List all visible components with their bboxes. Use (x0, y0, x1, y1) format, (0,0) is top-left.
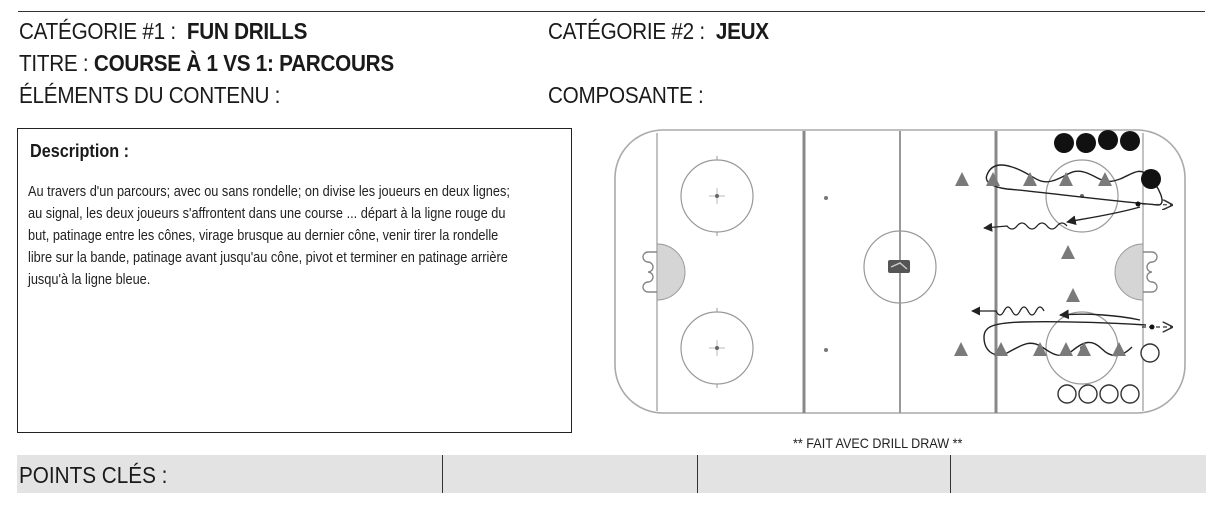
description-line: au signal, les deux joueurs s'affrontent dans une course ... départ à la ligne rouge du (28, 206, 506, 222)
player-light (1141, 344, 1159, 362)
drill-draw-credit: ** FAIT AVEC DRILL DRAW ** (793, 435, 963, 451)
faceoff-dot (824, 348, 828, 352)
category2 (548, 20, 769, 43)
column-divider (442, 455, 443, 493)
player-dark (1076, 133, 1096, 153)
content-elements-label: ÉLÉMENTS DU CONTENU : (19, 82, 281, 108)
title-label: TITRE : (19, 50, 89, 76)
puck (1136, 202, 1141, 207)
category1-value: FUN DRILLS (186, 18, 308, 44)
category2-value: JEUX (715, 18, 769, 44)
puck (1150, 325, 1155, 330)
description-line: libre sur la bande, patinage avant jusqu'au cône, pivot et terminer en patinage arrière (28, 250, 508, 266)
player-light (1121, 385, 1139, 403)
player-light (1058, 385, 1076, 403)
component-label: COMPOSANTE : (548, 82, 704, 108)
faceoff-dot (824, 196, 828, 200)
column-divider (697, 455, 698, 493)
description-heading: Description : (30, 141, 130, 161)
category2-label: CATÉGORIE #2 : (548, 18, 705, 44)
description-box (17, 128, 572, 433)
player-light (1100, 385, 1118, 403)
player-light (1079, 385, 1097, 403)
description-line: Au travers d'un parcours; avec ou sans rondelle; on divise les joueurs en deux lignes; (28, 184, 510, 200)
column-divider (950, 455, 951, 493)
player-dark (1098, 130, 1118, 150)
description-line: jusqu'à la ligne bleue. (28, 272, 151, 288)
description-text (28, 181, 556, 291)
center-logo (888, 260, 910, 273)
key-points-label: POINTS CLÉS : (19, 462, 168, 488)
rink-diagram (612, 127, 1188, 417)
title-value: COURSE À 1 VS 1: PARCOURS (93, 50, 394, 76)
player-dark (1141, 169, 1161, 189)
key-points-row (17, 455, 1206, 493)
description-line: but, patinage entre les cônes, virage brusque au dernier cône, venir tirer la rondelle (28, 228, 499, 244)
category1 (19, 20, 307, 43)
title-line (19, 52, 394, 75)
top-divider (18, 11, 1205, 12)
player-dark (1120, 131, 1140, 151)
category1-label: CATÉGORIE #1 : (19, 18, 176, 44)
player-dark (1054, 133, 1074, 153)
